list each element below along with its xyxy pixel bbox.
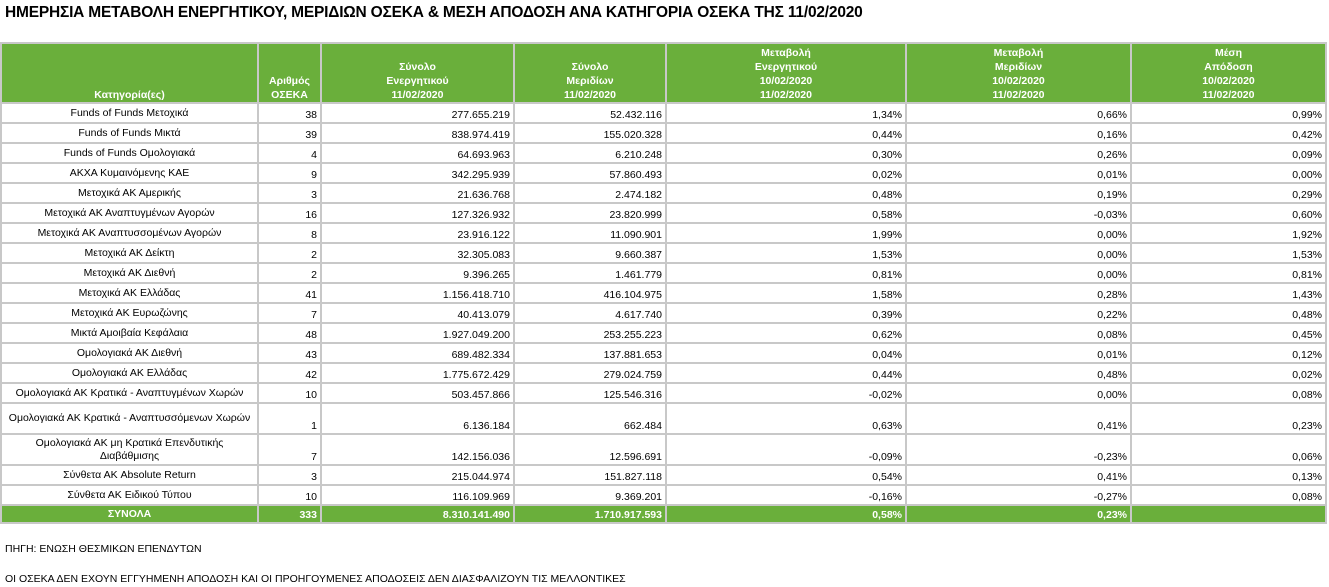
cell-total-units: 416.104.975	[514, 283, 666, 303]
table-row	[1, 123, 1326, 143]
column-header-line: Ενεργητικού	[386, 75, 449, 87]
cell-fund-count: 3	[258, 465, 321, 485]
cell-fund-count: 39	[258, 123, 321, 143]
cell-fund-count: 333	[258, 505, 321, 523]
cell-total-assets: 503.457.866	[321, 383, 514, 403]
cell-total-assets: 1.156.418.710	[321, 283, 514, 303]
cell-assets-change: 1,53%	[666, 243, 906, 263]
table-row	[1, 183, 1326, 203]
cell-total-units: 1.461.779	[514, 263, 666, 283]
cell-total-assets: 23.916.122	[321, 223, 514, 243]
cell-total-units: 9.660.387	[514, 243, 666, 263]
cell-category: Ομολογιακά ΑΚ Διεθνή	[1, 343, 258, 363]
table-row	[1, 343, 1326, 363]
cell-category: Ομολογιακά ΑΚ Κρατικά - Αναπτυγμένων Χωρών	[1, 383, 258, 403]
cell-avg-return: 1,43%	[1131, 283, 1326, 303]
cell-fund-count: 16	[258, 203, 321, 223]
cell-units-change: 0,28%	[906, 283, 1131, 303]
cell-fund-count: 7	[258, 303, 321, 323]
cell-assets-change: -0,16%	[666, 485, 906, 505]
cell-total-assets: 6.136.184	[321, 403, 514, 434]
cell-units-change: 0,19%	[906, 183, 1131, 203]
cell-category: Ομολογιακά ΑΚ Κρατικά - Αναπτυσσόμενων Χωρών	[1, 403, 258, 434]
column-header-line: 10/02/2020	[1202, 75, 1255, 87]
cell-total-assets: 215.044.974	[321, 465, 514, 485]
cell-total-units: 4.617.740	[514, 303, 666, 323]
cell-total-assets: 689.482.334	[321, 343, 514, 363]
cell-units-change: 0,41%	[906, 403, 1131, 434]
cell-assets-change: 0,48%	[666, 183, 906, 203]
header-row	[1, 43, 1326, 103]
cell-assets-change: 0,44%	[666, 123, 906, 143]
cell-avg-return: 0,08%	[1131, 383, 1326, 403]
cell-category: Μετοχικά ΑΚ Αναπτυγμένων Αγορών	[1, 203, 258, 223]
cell-avg-return: 0,45%	[1131, 323, 1326, 343]
cell-total-assets: 1.775.672.429	[321, 363, 514, 383]
table-row	[1, 303, 1326, 323]
cell-total-units: 151.827.118	[514, 465, 666, 485]
cell-avg-return: 0,81%	[1131, 263, 1326, 283]
cell-total-units: 662.484	[514, 403, 666, 434]
cell-units-change: 0,26%	[906, 143, 1131, 163]
column-header-line: Μεριδίων	[994, 61, 1043, 73]
cell-fund-count: 8	[258, 223, 321, 243]
cell-assets-change: 0,54%	[666, 465, 906, 485]
column-header-total-assets	[321, 43, 514, 103]
disclaimer-note: ΟΙ ΟΣΕΚΑ ΔΕΝ ΕΧΟΥΝ ΕΓΓΥΗΜΕΝΗ ΑΠΟΔΟΣΗ ΚΑΙ ΟΙ ΠΡΟΗΓΟΥΜΕΝΕΣ ΑΠΟΔΟΣΕΙΣ ΔΕΝ ΔΙΑΣΦΑΛΙΖΟΥΝ ΤΙΣ ΜΕΛΛΟΝΤΙΚΕΣ	[5, 573, 626, 585]
cell-assets-change: 0,63%	[666, 403, 906, 434]
column-header-line: Σύνολο	[571, 61, 609, 73]
table-row	[1, 383, 1326, 403]
cell-units-change: 0,16%	[906, 123, 1131, 143]
cell-category: Ομολογιακά ΑΚ Ελλάδας	[1, 363, 258, 383]
cell-units-change: -0,23%	[906, 434, 1131, 465]
cell-total-units: 11.090.901	[514, 223, 666, 243]
cell-avg-return: 0,99%	[1131, 103, 1326, 123]
cell-category: Μετοχικά ΑΚ Διεθνή	[1, 263, 258, 283]
cell-units-change: 0,23%	[906, 505, 1131, 523]
cell-category: Σύνθετα ΑΚ Absolute Return	[1, 465, 258, 485]
table-row	[1, 485, 1326, 505]
cell-avg-return: 0,13%	[1131, 465, 1326, 485]
cell-total-units: 1.710.917.593	[514, 505, 666, 523]
cell-fund-count: 41	[258, 283, 321, 303]
column-header-category	[1, 43, 258, 103]
cell-units-change: 0,41%	[906, 465, 1131, 485]
column-header-line: Απόδοση	[1204, 61, 1253, 73]
cell-assets-change: 0,39%	[666, 303, 906, 323]
cell-avg-return: 0,02%	[1131, 363, 1326, 383]
cell-units-change: 0,00%	[906, 243, 1131, 263]
cell-total-units: 253.255.223	[514, 323, 666, 343]
cell-units-change: -0,27%	[906, 485, 1131, 505]
cell-avg-return: 0,42%	[1131, 123, 1326, 143]
cell-category: Ομολογιακά ΑΚ μη Κρατικά Επενδυτικής Διαβάθμισης	[1, 434, 258, 465]
cell-assets-change: 1,99%	[666, 223, 906, 243]
column-header-avg-return	[1131, 43, 1326, 103]
cell-assets-change: -0,02%	[666, 383, 906, 403]
cell-avg-return: 1,92%	[1131, 223, 1326, 243]
table-row	[1, 223, 1326, 243]
column-header-line: 11/02/2020	[760, 89, 812, 101]
table-row	[1, 103, 1326, 123]
cell-units-change: 0,22%	[906, 303, 1131, 323]
cell-units-change: 0,48%	[906, 363, 1131, 383]
cell-total-assets: 8.310.141.490	[321, 505, 514, 523]
cell-avg-return: 0,08%	[1131, 485, 1326, 505]
cell-category: Μετοχικά ΑΚ Αναπτυσσομένων Αγορών	[1, 223, 258, 243]
cell-total-assets: 116.109.969	[321, 485, 514, 505]
page-title: ΗΜΕΡΗΣΙΑ ΜΕΤΑΒΟΛΗ ΕΝΕΡΓΗΤΙΚΟΥ, ΜΕΡΙΔΙΩΝ ΟΣΕΚΑ & ΜΕΣΗ ΑΠΟΔΟΣΗ ΑΝΑ ΚΑΤΗΓΟΡΙΑ ΟΣΕΚΑ ΤΗΣ 11/02/2020	[5, 4, 863, 21]
column-header-total-units	[514, 43, 666, 103]
cell-category: Funds of Funds Μετοχικά	[1, 103, 258, 123]
cell-avg-return: 0,23%	[1131, 403, 1326, 434]
column-header-line: ΟΣΕΚΑ	[271, 89, 308, 101]
table-row	[1, 434, 1326, 465]
cell-fund-count: 3	[258, 183, 321, 203]
column-header-line: Μεριδίων	[566, 75, 614, 87]
cell-avg-return: 0,00%	[1131, 163, 1326, 183]
cell-category: Funds of Funds Ομολογιακά	[1, 143, 258, 163]
cell-fund-count: 48	[258, 323, 321, 343]
column-header-units-change	[906, 43, 1131, 103]
cell-total-assets: 64.693.963	[321, 143, 514, 163]
column-header-line: 11/02/2020	[564, 89, 616, 101]
column-header-line: Μεταβολή	[993, 47, 1044, 59]
cell-category: Funds of Funds Μικτά	[1, 123, 258, 143]
cell-avg-return	[1131, 505, 1326, 523]
table-row	[1, 143, 1326, 163]
table-row	[1, 243, 1326, 263]
cell-category: Μετοχικά ΑΚ Ελλάδας	[1, 283, 258, 303]
cell-fund-count: 1	[258, 403, 321, 434]
cell-category: Μετοχικά ΑΚ Ευρωζώνης	[1, 303, 258, 323]
cell-total-assets: 32.305.083	[321, 243, 514, 263]
table-row	[1, 163, 1326, 183]
cell-assets-change: 0,04%	[666, 343, 906, 363]
table-row	[1, 465, 1326, 485]
cell-total-units: 52.432.116	[514, 103, 666, 123]
cell-units-change: 0,08%	[906, 323, 1131, 343]
cell-total-units: 23.820.999	[514, 203, 666, 223]
cell-units-change: 0,00%	[906, 223, 1131, 243]
column-header-line: Αριθμός	[269, 75, 310, 87]
table-row	[1, 363, 1326, 383]
cell-units-change: 0,01%	[906, 343, 1131, 363]
cell-assets-change: 0,30%	[666, 143, 906, 163]
cell-total-units: 57.860.493	[514, 163, 666, 183]
cell-avg-return: 0,09%	[1131, 143, 1326, 163]
cell-category: Μετοχικά ΑΚ Αμερικής	[1, 183, 258, 203]
cell-units-change: 0,00%	[906, 263, 1131, 283]
column-header-fund-count	[258, 43, 321, 103]
cell-assets-change: 0,62%	[666, 323, 906, 343]
column-header-line: Μέση	[1214, 47, 1243, 59]
table-row	[1, 323, 1326, 343]
cell-category: Μετοχικά ΑΚ Δείκτη	[1, 243, 258, 263]
cell-total-units: 6.210.248	[514, 143, 666, 163]
cell-total-units: 2.474.182	[514, 183, 666, 203]
cell-category: Μικτά Αμοιβαία Κεφάλαια	[1, 323, 258, 343]
cell-total-units: 12.596.691	[514, 434, 666, 465]
cell-total-units: 155.020.328	[514, 123, 666, 143]
cell-fund-count: 10	[258, 383, 321, 403]
cell-fund-count: 9	[258, 163, 321, 183]
cell-total-assets: 277.655.219	[321, 103, 514, 123]
cell-avg-return: 0,48%	[1131, 303, 1326, 323]
cell-fund-count: 42	[258, 363, 321, 383]
cell-assets-change: 1,34%	[666, 103, 906, 123]
cell-avg-return: 0,60%	[1131, 203, 1326, 223]
column-header-line: 11/02/2020	[1202, 89, 1255, 101]
cell-total-units: 9.369.201	[514, 485, 666, 505]
source-note: ΠΗΓΗ: ΕΝΩΣΗ ΘΕΣΜΙΚΩΝ ΕΠΕΝΔΥΤΩΝ	[5, 543, 202, 555]
cell-assets-change: -0,09%	[666, 434, 906, 465]
cell-total-units: 125.546.316	[514, 383, 666, 403]
cell-assets-change: 0,58%	[666, 203, 906, 223]
cell-fund-count: 38	[258, 103, 321, 123]
cell-fund-count: 2	[258, 243, 321, 263]
cell-units-change: -0,03%	[906, 203, 1131, 223]
cell-assets-change: 0,58%	[666, 505, 906, 523]
cell-total-assets: 838.974.419	[321, 123, 514, 143]
cell-total-assets: 142.156.036	[321, 434, 514, 465]
column-header-line: 11/02/2020	[992, 89, 1045, 101]
column-header-line: Μεταβολή	[761, 47, 811, 59]
cell-total-units: 279.024.759	[514, 363, 666, 383]
cell-units-change: 0,01%	[906, 163, 1131, 183]
cell-assets-change: 1,58%	[666, 283, 906, 303]
cell-category: ΣΥΝΟΛΑ	[1, 505, 258, 523]
column-header-line: 10/02/2020	[759, 75, 813, 87]
column-header-assets-change	[666, 43, 906, 103]
cell-assets-change: 0,81%	[666, 263, 906, 283]
table-row	[1, 263, 1326, 283]
table-row	[1, 283, 1326, 303]
category-table	[0, 42, 1327, 524]
cell-total-assets: 1.927.049.200	[321, 323, 514, 343]
cell-total-assets: 9.396.265	[321, 263, 514, 283]
cell-assets-change: 0,44%	[666, 363, 906, 383]
table-row	[1, 403, 1326, 434]
cell-fund-count: 43	[258, 343, 321, 363]
column-header-line: Ενεργητικού	[754, 61, 818, 73]
cell-units-change: 0,66%	[906, 103, 1131, 123]
cell-total-assets: 40.413.079	[321, 303, 514, 323]
total-row	[1, 505, 1326, 523]
cell-units-change: 0,00%	[906, 383, 1131, 403]
cell-category: Σύνθετα ΑΚ Ειδικού Τύπου	[1, 485, 258, 505]
cell-total-assets: 21.636.768	[321, 183, 514, 203]
cell-category: ΑΚΧΑ Κυμαινόμενης ΚΑΕ	[1, 163, 258, 183]
cell-assets-change: 0,02%	[666, 163, 906, 183]
column-header-line: 11/02/2020	[391, 89, 444, 101]
cell-avg-return: 0,12%	[1131, 343, 1326, 363]
cell-total-assets: 342.295.939	[321, 163, 514, 183]
cell-avg-return: 0,29%	[1131, 183, 1326, 203]
column-header-line: Κατηγορία(ες)	[94, 89, 165, 101]
cell-total-units: 137.881.653	[514, 343, 666, 363]
cell-fund-count: 4	[258, 143, 321, 163]
cell-total-assets: 127.326.932	[321, 203, 514, 223]
column-header-line: 10/02/2020	[992, 75, 1045, 87]
column-header-line: Σύνολο	[399, 61, 436, 73]
cell-avg-return: 0,06%	[1131, 434, 1326, 465]
cell-fund-count: 2	[258, 263, 321, 283]
table-row	[1, 203, 1326, 223]
cell-fund-count: 7	[258, 434, 321, 465]
cell-fund-count: 10	[258, 485, 321, 505]
cell-avg-return: 1,53%	[1131, 243, 1326, 263]
